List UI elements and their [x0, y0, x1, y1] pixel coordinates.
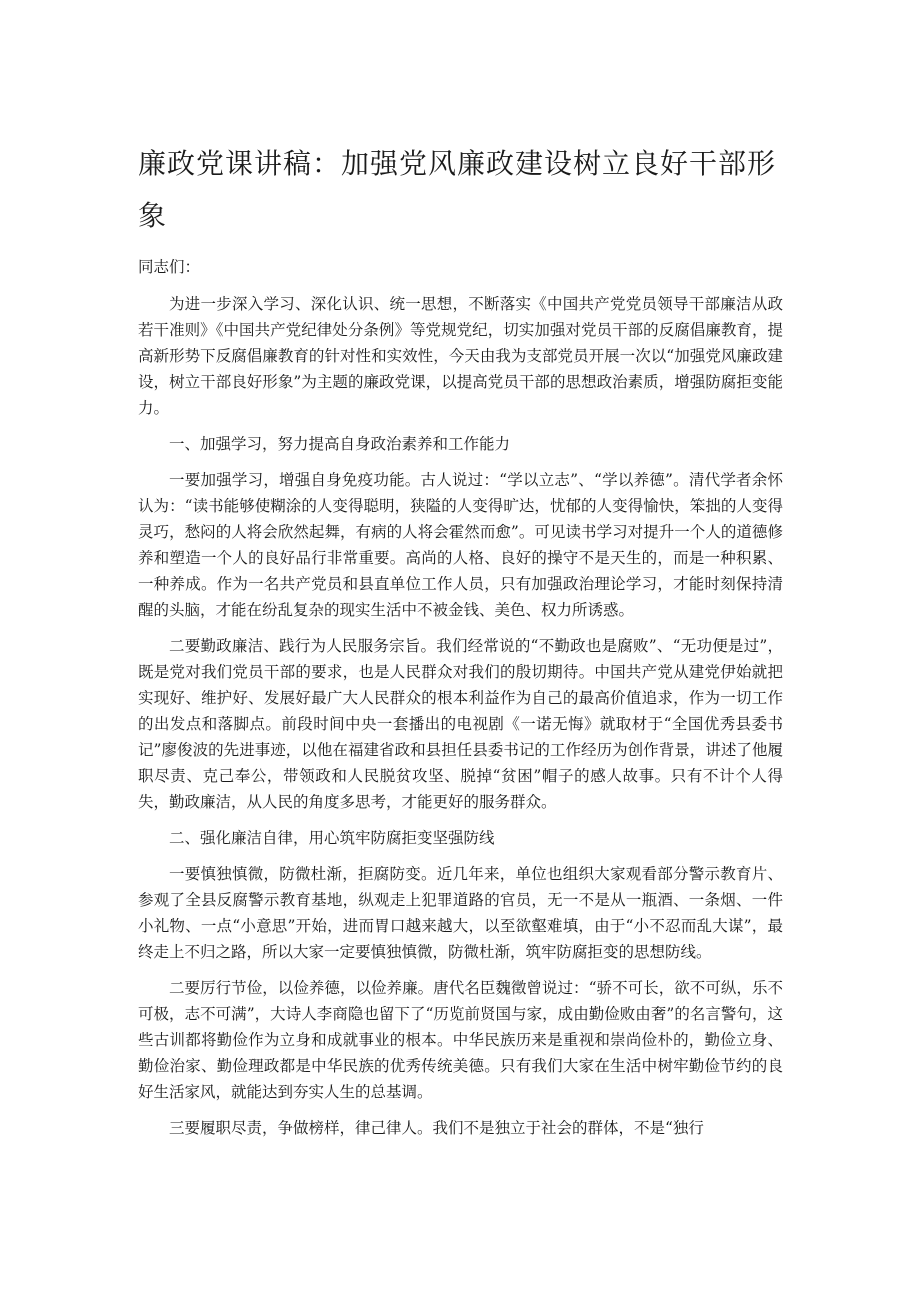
section-2-paragraph-2: 二要厉行节俭，以俭养德，以俭养廉。唐代名臣魏徵曾说过：“骄不可长，欲不可纵，乐不可极，志不可满”，大诗人李商隐也留下了“历览前贤国与家，成由勤俭败由奢”的名言警句，这些古训都将勤俭作为立身和成就事业的根本。中华民族历来是重视和崇尚俭朴的，勤俭立身、勤俭治家、勤俭理政都是中华民族的优秀传统美德。只有我们大家在生活中树牢勤俭节约的良好生活家风，就能达到夯实人生的总基调。: [138, 979, 783, 1101]
section-1-paragraph-2: 二要勤政廉洁、践行为人民服务宗旨。我们经常说的“不勤政也是腐败”、“无功便是过”，既是党对我们党员干部的要求，也是人民群众对我们的殷切期待。中国共产党从建党伊始就把实现好、维护好、发展好最广大人民群众的根本利益作为自己的最高价值追求，作为一切工作的出发点和落脚点。前段时间中央一套播出的电视剧《一诺无悔》就取材于“全国优秀县委书记”廖俊波的先进事迹，以他在福建省政和县担任县委书记的工作经历为创作背景，讲述了他履职尽责、克己奉公，带领政和人民脱贫攻坚、脱掉“贫困”帽子的感人故事。只有不计个人得失，勤政廉洁，从人民的角度多思考，才能更好的服务群众。: [138, 637, 783, 811]
section-2-paragraph-3: 三要履职尽责，争做榜样，律己律人。我们不是独立于社会的群体，不是“独行: [169, 1119, 704, 1137]
document-page: [138, 138, 783, 1151]
section-2-paragraph-1: 一要慎独慎微，防微杜渐，拒腐防变。近几年来，单位也组织大家观看部分警示教育片、参观了全县反腐警示教育基地，纵观走上犯罪道路的官员，无一不是从一瓶酒、一条烟、一件小礼物、一点“小意思”开始，进而胃口越来越大，以至欲壑难填，由于“小不忍而乱大谋”，最终走上不归之路，所以大家一定要慎独慎微，防微杜渐，筑牢防腐拒变的思想防线。: [138, 865, 783, 961]
section-2-heading: 二、强化廉洁自律，用心筑牢防腐拒变坚强防线: [169, 829, 495, 847]
document-title: 廉政党课讲稿：加强党风廉政建设树立良好干部形象: [138, 147, 777, 232]
section-1-heading: 一、加强学习，努力提高自身政治素养和工作能力: [169, 435, 511, 453]
section-1-paragraph-1: 一要加强学习，增强自身免疫功能。古人说过：“学以立志”、“学以养德”。清代学者余怀认为：“读书能够使糊涂的人变得聪明，狭隘的人变得旷达，忧郁的人变得愉快，笨拙的人变得灵巧，愁闷的人将会欣然起舞，有病的人将会霍然而愈”。可见读书学习对提升一个人的道德修养和塑造一个人的良好品行非常重要。高尚的人格、良好的操守不是天生的，而是一种积累、一种养成。作为一名共产党员和县直单位工作人员，只有加强政治理论学习，才能时刻保持清醒的头脑，才能在纷乱复杂的现实生活中不被金钱、美色、权力所诱惑。: [138, 471, 783, 619]
salutation: 同志们：: [138, 258, 201, 276]
intro-paragraph: 为进一步深入学习、深化认识、统一思想，不断落实《中国共产党党员领导干部廉洁从政若干准则》《中国共产党纪律处分条例》等党规党纪，切实加强对党员干部的反腐倡廉教育，提高新形势下反腐倡廉教育的针对性和实效性，今天由我为支部党员开展一次以“加强党风廉政建设，树立干部良好形象”为主题的廉政党课，以提高党员干部的思想政治素质，增强防腐拒变能力。: [138, 295, 783, 417]
